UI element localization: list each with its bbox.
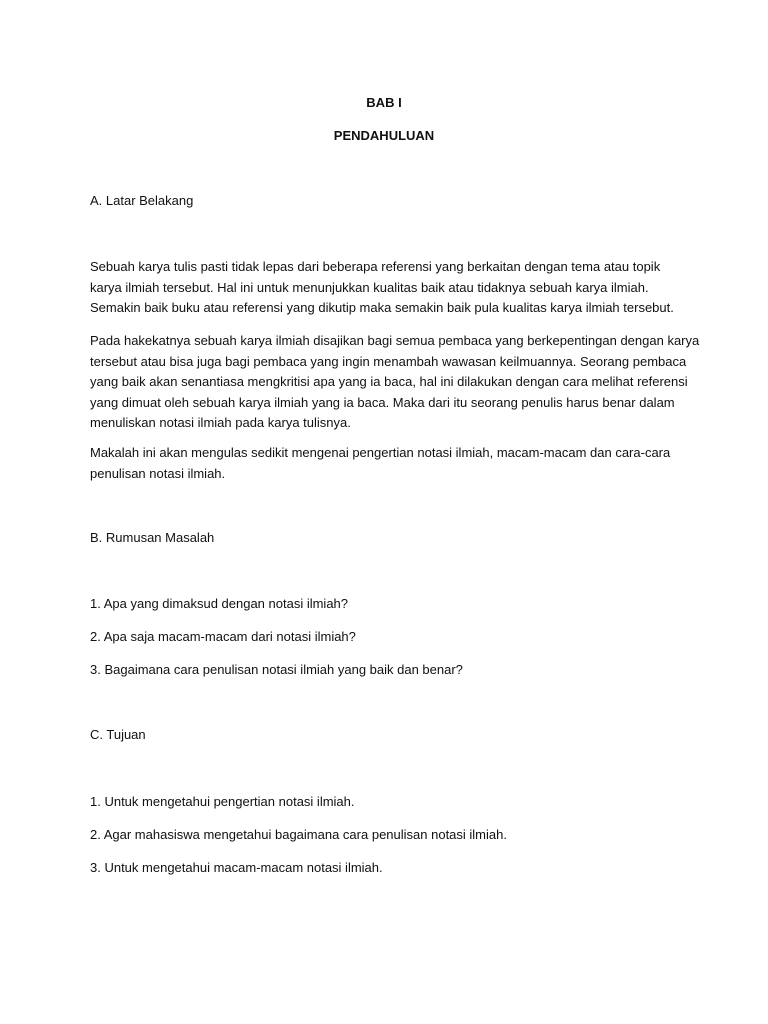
section-a-heading: A. Latar Belakang bbox=[90, 193, 194, 208]
paragraph-line: Sebuah karya tulis pasti tidak lepas dari beberapa referensi yang berkaitan dengan tema atau topik bbox=[90, 259, 661, 274]
list-item: 3. Untuk mengetahui macam-macam notasi ilmiah. bbox=[90, 860, 383, 875]
background-paragraph-2 bbox=[90, 331, 700, 434]
paragraph-line: karya ilmiah tersebut. Hal ini untuk menunjukkan kualitas baik atau tidaknya sebuah karya ilmiah. bbox=[90, 279, 649, 295]
background-paragraph-1 bbox=[90, 257, 680, 319]
chapter-number: BAB I bbox=[366, 95, 402, 110]
list-item: 1. Untuk mengetahui pengertian notasi ilmiah. bbox=[90, 794, 355, 809]
section-b-heading: B. Rumusan Masalah bbox=[90, 530, 215, 545]
section-c-heading: C. Tujuan bbox=[90, 727, 146, 742]
list-item: 3. Bagaimana cara penulisan notasi ilmiah yang baik dan benar? bbox=[90, 662, 463, 677]
chapter-title: PENDAHULUAN bbox=[333, 128, 435, 143]
paragraph-line: yang baik akan senantiasa mengkritisi apa yang ia baca, hal ini dilakukan dengan cara melihat referensi bbox=[90, 374, 688, 389]
list-item: 2. Apa saja macam-macam dari notasi ilmiah? bbox=[90, 629, 356, 644]
paragraph-line: tersebut atau bisa juga bagi pembaca yang ingin menambah wawasan keilmuannya. Seorang pembaca bbox=[90, 353, 687, 369]
paragraph-line: Semakin baik buku atau referensi yang dikutip maka semakin baik pula kualitas karya ilmiah tersebut. bbox=[90, 300, 674, 315]
paragraph-line: Makalah ini akan mengulas sedikit mengenai pengertian notasi ilmiah, macam-macam dan cara-cara bbox=[90, 445, 671, 460]
paragraph-line: yang dimuat oleh sebuah karya ilmiah yang ia baca. Maka dari itu seorang penulis harus benar dalam bbox=[90, 394, 675, 410]
paragraph-line: menuliskan notasi ilmiah pada karya tulisnya. bbox=[90, 415, 351, 430]
list-item: 1. Apa yang dimaksud dengan notasi ilmiah? bbox=[90, 596, 349, 611]
background-paragraph-3 bbox=[90, 443, 680, 484]
paragraph-line: penulisan notasi ilmiah. bbox=[90, 465, 226, 481]
paragraph-line: Pada hakekatnya sebuah karya ilmiah disajikan bagi semua pembaca yang berkepentingan dengan karya bbox=[90, 333, 700, 348]
document-page bbox=[90, 0, 700, 1024]
list-item: 2. Agar mahasiswa mengetahui bagaimana cara penulisan notasi ilmiah. bbox=[90, 827, 507, 842]
